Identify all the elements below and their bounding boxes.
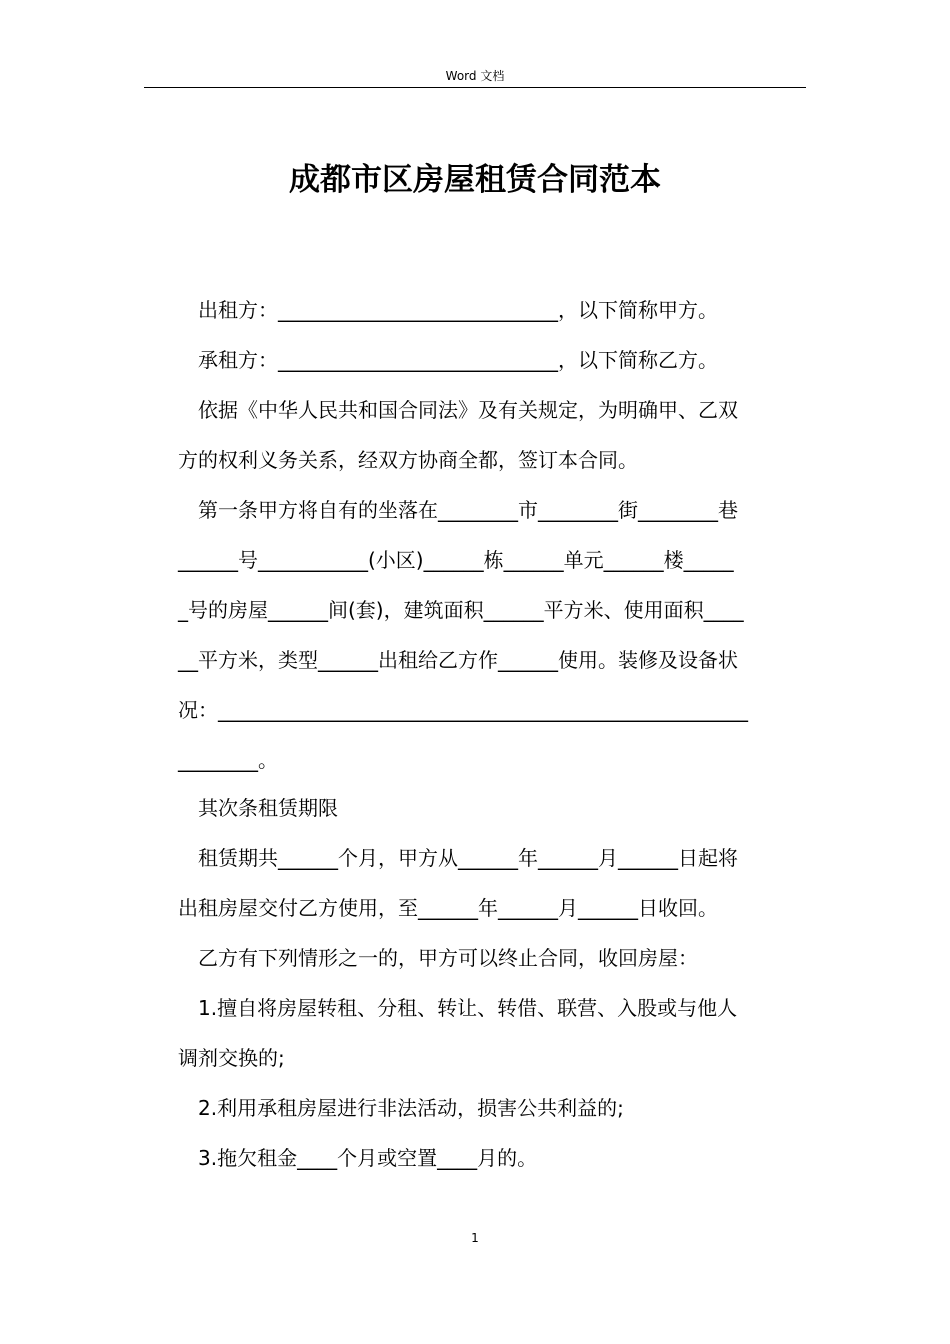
body-line: 第一条甲方将自有的坐落在________市________街________巷	[178, 498, 738, 522]
header-rule	[144, 87, 806, 88]
body-line: __平方米，类型______出租给乙方作______使用。装修及设备状	[178, 648, 738, 672]
body-line: _号的房屋______间(套)，建筑面积______平方米、使用面积____	[178, 598, 744, 622]
document-title: 成都市区房屋租赁合同范本	[289, 162, 661, 198]
body-line: 3.拖欠租金____个月或空置____月的。	[178, 1146, 538, 1170]
body-line: 其次条租赁期限	[178, 796, 338, 820]
body-line: 调剂交换的;	[178, 1046, 285, 1070]
body-line: ________。	[178, 748, 278, 772]
body-line: 1.擅自将房屋转租、分租、转让、转借、联营、入股或与他人	[178, 996, 738, 1020]
body-line: 出租方：____________________________，以下简称甲方。	[178, 298, 718, 322]
body-line: 方的权利义务关系，经双方协商全都，签订本合同。	[178, 448, 638, 472]
body-line: 依据《中华人民共和国合同法》及有关规定，为明确甲、乙双	[178, 398, 738, 422]
page-number: 1	[471, 1231, 479, 1245]
body-line: 出租房屋交付乙方使用，至______年______月______日收回。	[178, 896, 718, 920]
body-line: 2.利用承租房屋进行非法活动，损害公共利益的;	[178, 1096, 624, 1120]
body-line: 乙方有下列情形之一的，甲方可以终止合同，收回房屋：	[178, 946, 698, 970]
body-line: 承租方：____________________________，以下简称乙方。	[178, 348, 718, 372]
body-line: 租赁期共______个月，甲方从______年______月______日起将	[178, 846, 738, 870]
page-header: Word 文档	[445, 69, 505, 83]
body-line: ______号___________(小区)______栋______单元______楼_____	[178, 548, 734, 572]
body-line: 况：_____________________________________________________	[178, 698, 748, 722]
